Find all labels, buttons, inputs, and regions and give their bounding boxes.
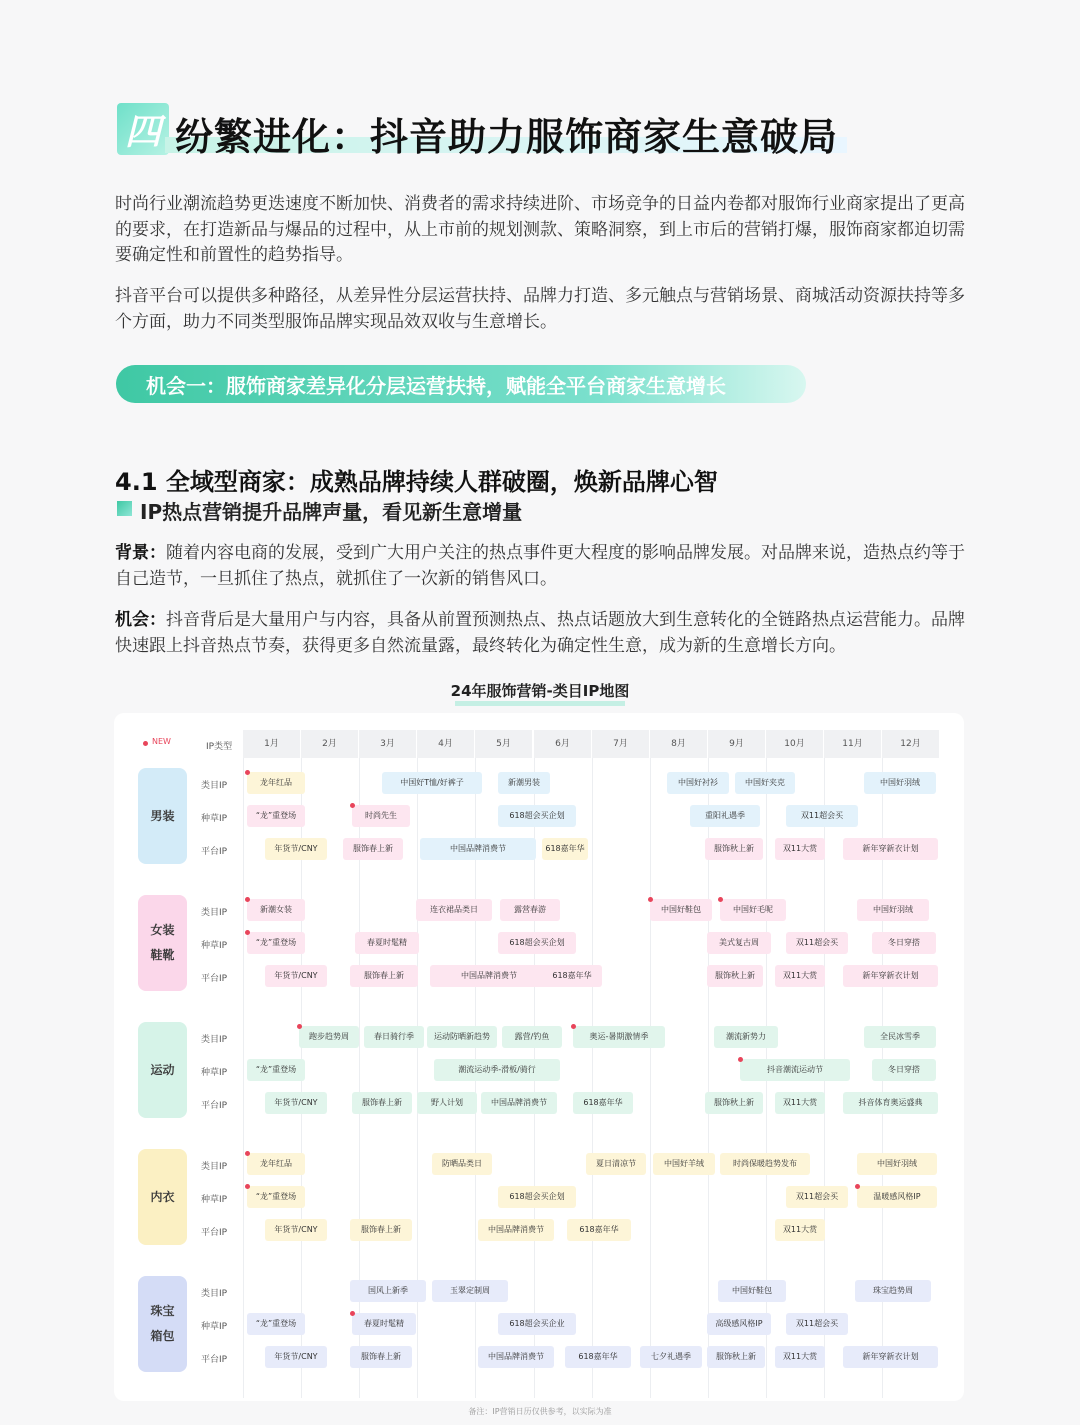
ip-event-pill: 龙年红品 — [247, 1153, 305, 1175]
new-ip-dot-icon — [245, 770, 250, 775]
month-divider — [592, 758, 593, 1398]
category-label — [138, 768, 187, 864]
month-header: 2月 — [301, 730, 358, 758]
ip-type-label: 平台IP — [201, 1101, 228, 1111]
ip-event-pill: 双11大赏 — [775, 838, 825, 860]
month-header: 4月 — [417, 730, 474, 758]
ip-event-pill: “龙”重登场 — [247, 1059, 305, 1081]
ip-event-pill: 潮流新势力 — [714, 1026, 778, 1048]
ip-event-pill: 中国好夹克 — [735, 772, 795, 794]
ip-event-pill: 618超会买企业 — [498, 1313, 576, 1335]
ip-event-pill: 露营春游 — [500, 899, 560, 921]
month-header: 3月 — [359, 730, 416, 758]
month-divider — [243, 758, 244, 1398]
ip-event-pill: 双11超会买 — [786, 1186, 848, 1208]
ip-event-pill: “龙”重登场 — [247, 1313, 305, 1335]
ip-event-pill: 冬日穿搭 — [872, 932, 936, 954]
ip-event-pill: 玉翠定制周 — [432, 1280, 508, 1302]
new-ip-dot-icon — [245, 1184, 250, 1189]
category-name-line: 女装 — [150, 923, 175, 937]
month-header: 10月 — [766, 730, 823, 758]
ip-event-pill: 年货节/CNY — [265, 1219, 327, 1241]
opportunity-banner: 机会一：服饰商家差异化分层运营扶持，赋能全平台商家生意增长 — [116, 365, 806, 403]
month-header: 1月 — [243, 730, 300, 758]
ip-event-pill: 618超会买企划 — [498, 1186, 576, 1208]
ip-event-pill: 服饰春上新 — [350, 965, 418, 987]
ip-event-pill: 服饰春上新 — [343, 838, 403, 860]
month-header: 9月 — [708, 730, 765, 758]
ip-event-pill: 中国品牌消费节 — [430, 965, 548, 987]
ip-event-pill: 运动防晒新趋势 — [427, 1026, 497, 1048]
ip-event-pill: 中国好衬衫 — [667, 772, 729, 794]
ip-event-pill: 奥运-暑期激情季 — [573, 1026, 665, 1048]
month-header: 11月 — [824, 730, 881, 758]
ip-event-pill: 时尚保暖趋势发布 — [720, 1153, 810, 1175]
ip-event-pill: 双11大赏 — [775, 1092, 825, 1114]
ip-type-label: 平台IP — [201, 847, 228, 857]
ip-type-label: 平台IP — [201, 974, 228, 984]
ip-event-pill: 服饰秋上新 — [705, 1092, 763, 1114]
ip-event-pill: 双11超会买 — [786, 1313, 848, 1335]
ip-event-pill: 618超会买企划 — [498, 805, 576, 827]
ip-event-pill: 春夏时髦精 — [355, 932, 419, 954]
month-divider — [650, 758, 651, 1398]
ip-event-pill: 服饰春上新 — [350, 1219, 412, 1241]
category-name-line: 内衣 — [150, 1189, 175, 1204]
ip-event-pill: 中国好T恤/好裤子 — [382, 772, 482, 794]
ip-type-label: 种草IP — [201, 941, 228, 951]
ip-event-pill: 年货节/CNY — [265, 838, 327, 860]
new-ip-dot-icon — [571, 1024, 576, 1029]
ip-event-pill: 中国品牌消费节 — [481, 1092, 557, 1114]
ip-event-pill: 时尚先生 — [352, 805, 410, 827]
ip-type-label: 平台IP — [201, 1228, 228, 1238]
ip-event-pill: 中国好鞋包 — [650, 899, 712, 921]
ip-event-pill: 春日骑行季 — [364, 1026, 424, 1048]
ip-event-pill: 中国好毛呢 — [720, 899, 786, 921]
category-name-line: 运动 — [150, 1062, 175, 1077]
ip-event-pill: “龙”重登场 — [247, 1186, 305, 1208]
month-header: 7月 — [592, 730, 649, 758]
ip-type-label: 类目IP — [201, 1289, 228, 1299]
ip-event-pill: 双11大赏 — [775, 965, 825, 987]
ip-type-header: IP类型 — [206, 742, 233, 752]
category-name-line: 箱包 — [150, 1329, 175, 1343]
month-divider — [417, 758, 418, 1398]
new-legend-label: NEW — [152, 737, 171, 746]
chapter-number-badge: 四 — [117, 103, 169, 155]
new-ip-dot-icon — [855, 1184, 860, 1189]
month-header: 6月 — [534, 730, 591, 758]
subheading-marker — [117, 501, 132, 516]
category-label — [138, 1022, 187, 1118]
ip-event-pill: 珠宝趋势周 — [855, 1280, 931, 1302]
new-ip-dot-icon — [718, 897, 723, 902]
ip-event-pill: 618嘉年华 — [542, 838, 588, 860]
ip-event-pill: 年货节/CNY — [265, 965, 327, 987]
category-label — [138, 895, 187, 991]
ip-event-pill: 中国好鞋包 — [718, 1280, 786, 1302]
ip-type-label: 类目IP — [201, 908, 228, 918]
new-ip-dot-icon — [350, 803, 355, 808]
ip-event-pill: 跑步趋势周 — [299, 1026, 359, 1048]
section-subheading: IP热点营销提升品牌声量，看见新生意增量 — [140, 500, 523, 524]
ip-event-pill: 新潮女装 — [247, 899, 305, 921]
ip-event-pill: 七夕礼遇季 — [640, 1346, 702, 1368]
ip-event-pill: 中国品牌消费节 — [420, 838, 536, 860]
ip-event-pill: 全民冰雪季 — [864, 1026, 936, 1048]
intro-paragraph-1: 时尚行业潮流趋势更迭速度不断加快、消费者的需求持续进阶、市场竞争的日益内卷都对服饰行业商家提出了更高的要求，在打造新品与爆品的过程中，从上市前的规划测款、策略洞察，到上市后的营销打爆，服饰商家都迫切需要确定性和前置性的趋势指导。 — [115, 194, 965, 265]
ip-event-pill: 618嘉年华 — [573, 1092, 633, 1114]
ip-event-pill: 服饰春上新 — [352, 1092, 412, 1114]
ip-type-label: 种草IP — [201, 1195, 228, 1205]
category-name-line: 鞋靴 — [150, 948, 175, 962]
ip-event-pill: 龙年红品 — [247, 772, 305, 794]
new-ip-dot-icon — [297, 1024, 302, 1029]
category-label — [138, 1149, 187, 1245]
new-ip-dot-icon — [648, 897, 653, 902]
ip-event-pill: 双11超会买 — [786, 805, 858, 827]
opportunity-label: 机会： — [115, 610, 166, 630]
new-ip-dot-icon — [350, 1311, 355, 1316]
ip-event-pill: 服饰秋上新 — [707, 965, 763, 987]
ip-type-label: 平台IP — [201, 1355, 228, 1365]
section-heading: 4.1 全域型商家：成熟品牌持续人群破圈，焕新品牌心智 — [115, 468, 718, 496]
ip-event-pill: 野人计划 — [417, 1092, 477, 1114]
ip-type-label: 类目IP — [201, 1035, 228, 1045]
ip-event-pill: 高级感风格IP — [707, 1313, 771, 1335]
background-paragraph — [115, 541, 970, 592]
opportunity-text: 抖音背后是大量用户与内容，具备从前置预测热点、热点话题放大到生意转化的全链路热点运营能力。品牌快速跟上抖音热点节奏，获得更多自然流量露，最终转化为确定性生意，成为新的生意增长方向。 — [115, 610, 965, 656]
ip-event-pill: “龙”重登场 — [247, 932, 305, 954]
ip-event-pill: 服饰秋上新 — [705, 838, 763, 860]
map-title: 24年服饰营销-类目IP地图 — [450, 682, 630, 700]
ip-event-pill: 服饰春上新 — [350, 1346, 412, 1368]
ip-type-label: 类目IP — [201, 781, 228, 791]
ip-event-pill: 中国品牌消费节 — [478, 1346, 554, 1368]
ip-event-pill: 温暖感风格IP — [857, 1186, 937, 1208]
category-label — [138, 1276, 187, 1372]
ip-event-pill: 国风上新季 — [350, 1280, 426, 1302]
month-header: 12月 — [882, 730, 939, 758]
ip-event-pill: 服饰秋上新 — [707, 1346, 765, 1368]
ip-event-pill: 抖音潮流运动节 — [740, 1059, 850, 1081]
category-name-line: 珠宝 — [150, 1304, 175, 1318]
map-title-highlight — [455, 701, 625, 706]
ip-event-pill: 中国好羽绒 — [857, 899, 929, 921]
opportunity-paragraph — [115, 608, 970, 659]
new-dot-icon — [143, 741, 148, 746]
background-label: 背景： — [115, 543, 166, 563]
ip-event-pill: 夏日清凉节 — [586, 1153, 646, 1175]
ip-event-pill: 618嘉年华 — [542, 965, 602, 987]
new-ip-dot-icon — [738, 1057, 743, 1062]
ip-event-pill: 中国好羽绒 — [864, 772, 936, 794]
new-ip-dot-icon — [245, 1151, 250, 1156]
ip-event-pill: 冬日穿搭 — [872, 1059, 936, 1081]
intro-paragraph-2: 抖音平台可以提供多种路径，从差异性分层运营扶持、品牌力打造、多元触点与营销场景、商城活动资源扶持等多个方面，助力不同类型服饰品牌实现品效双收与生意增长。 — [115, 286, 965, 332]
ip-event-pill: 中国好羽绒 — [857, 1153, 937, 1175]
ip-type-label: 类目IP — [201, 1162, 228, 1172]
month-header: 8月 — [650, 730, 707, 758]
ip-event-pill: 美式复古周 — [707, 932, 771, 954]
ip-event-pill: 双11大赏 — [775, 1346, 825, 1368]
ip-event-pill: 双11超会买 — [786, 932, 848, 954]
ip-event-pill: “龙”重登场 — [247, 805, 305, 827]
ip-type-label: 种草IP — [201, 814, 228, 824]
ip-event-pill: 年货节/CNY — [265, 1346, 327, 1368]
ip-type-label: 种草IP — [201, 1322, 228, 1332]
ip-event-pill: 年货节/CNY — [265, 1092, 327, 1114]
ip-event-pill: 双11大赏 — [775, 1219, 825, 1241]
ip-event-pill: 618嘉年华 — [567, 1219, 631, 1241]
ip-event-pill: 防晒品类日 — [432, 1153, 492, 1175]
ip-event-pill: 春夏时髦精 — [352, 1313, 416, 1335]
ip-event-pill: 618嘉年华 — [565, 1346, 631, 1368]
ip-event-pill: 新年穿新衣计划 — [843, 965, 938, 987]
ip-event-pill: 新年穿新衣计划 — [843, 1346, 938, 1368]
map-footnote: 备注：IP营销日历仅供参考，以实际为准 — [468, 1407, 612, 1416]
ip-event-pill: 新年穿新衣计划 — [843, 838, 938, 860]
ip-event-pill: 抖音体育奥运盛典 — [843, 1092, 938, 1114]
ip-event-pill: 中国品牌消费节 — [478, 1219, 554, 1241]
new-ip-dot-icon — [245, 930, 250, 935]
category-name-line: 男装 — [150, 808, 175, 823]
new-ip-dot-icon — [245, 897, 250, 902]
ip-event-pill: 潮流运动季-滑板/骑行 — [434, 1059, 560, 1081]
ip-event-pill: 中国好羊绒 — [653, 1153, 715, 1175]
ip-event-pill: 新潮男装 — [498, 772, 550, 794]
ip-event-pill: 618超会买企划 — [498, 932, 576, 954]
ip-event-pill: 重阳礼遇季 — [690, 805, 760, 827]
page-title: 纷繁进化：抖音助力服饰商家生意破局 — [175, 115, 839, 159]
month-header: 5月 — [475, 730, 532, 758]
ip-event-pill: 连衣裙品类日 — [416, 899, 492, 921]
ip-type-label: 种草IP — [201, 1068, 228, 1078]
background-text: 随着内容电商的发展，受到广大用户关注的热点事件更大程度的影响品牌发展。对品牌来说，造热点约等于自己造节，一旦抓住了热点，就抓住了一次新的销售风口。 — [115, 543, 965, 589]
ip-event-pill: 露营/钓鱼 — [502, 1026, 562, 1048]
